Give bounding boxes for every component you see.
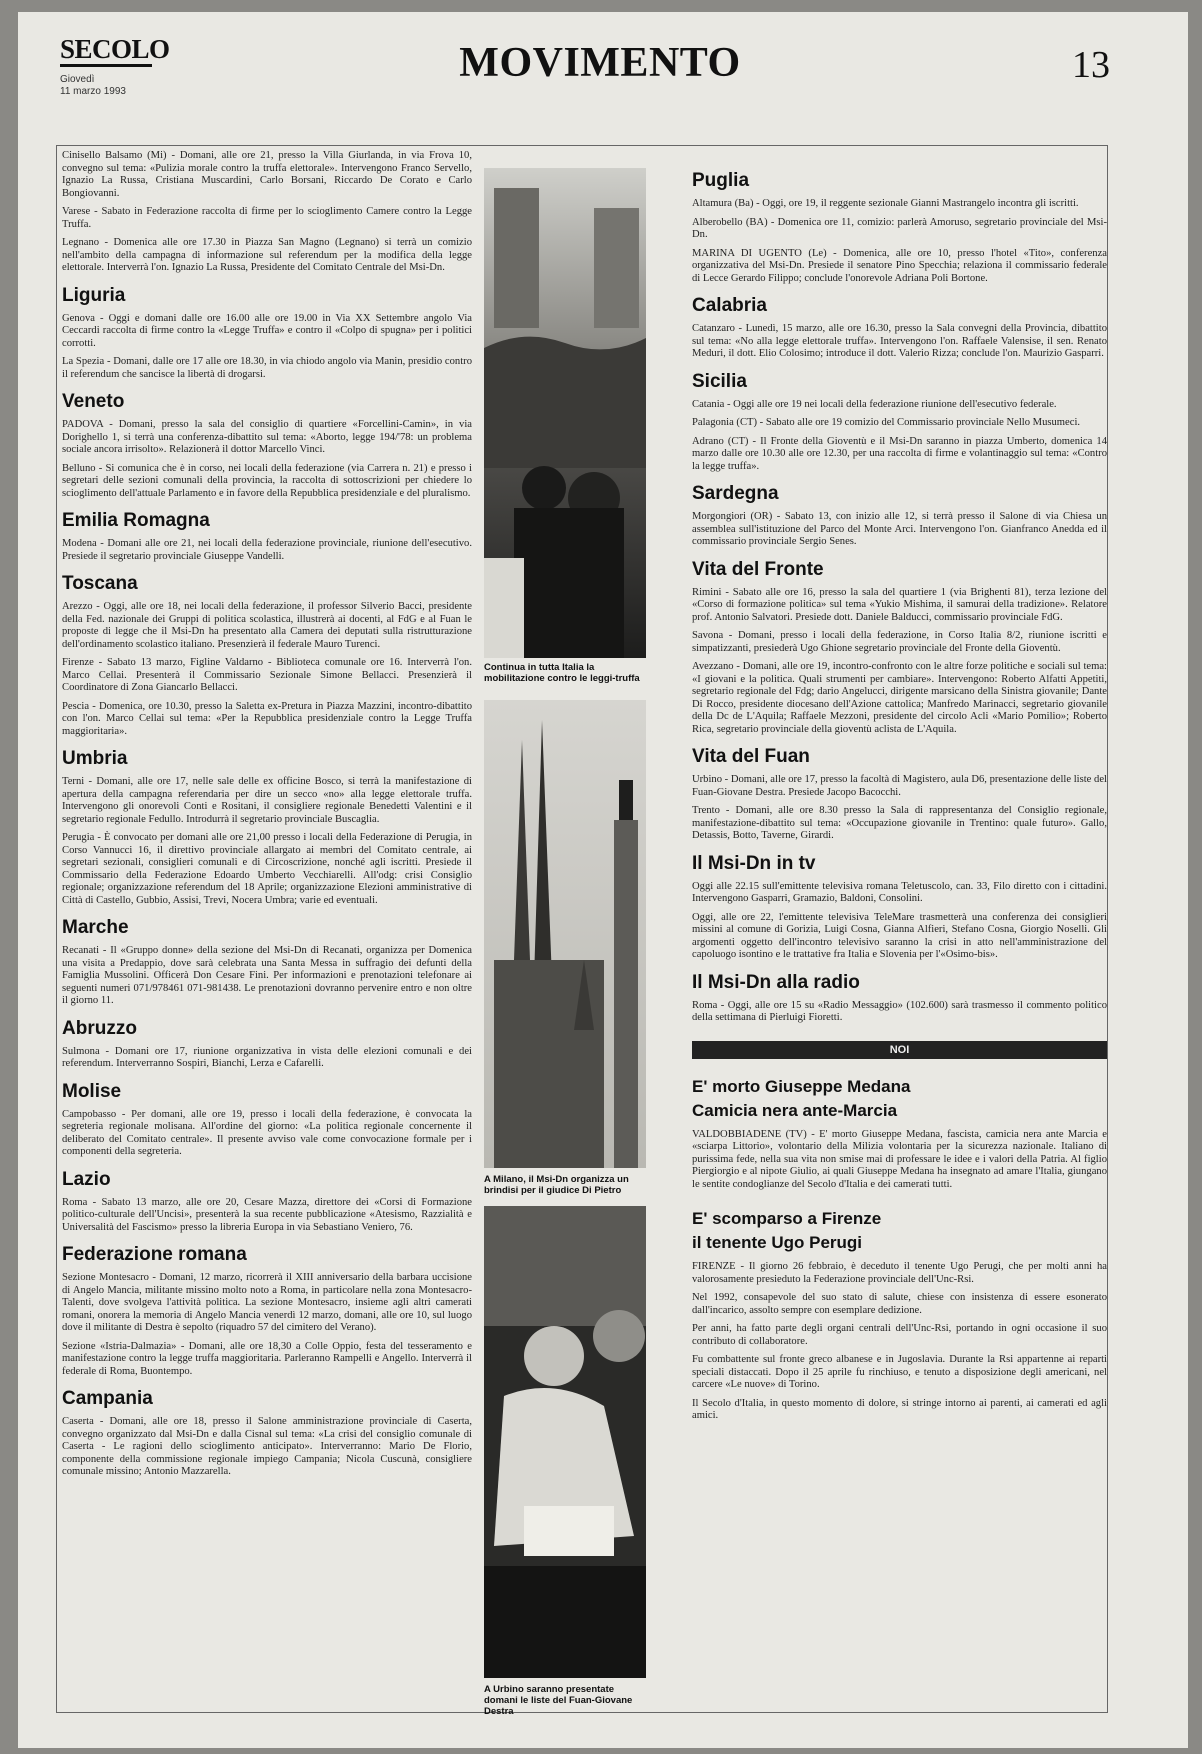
region-heading: Il Msi-Dn alla radio <box>692 971 860 993</box>
obituary-title-line: E' morto Giuseppe Medana <box>692 1076 911 1096</box>
photo-crowd-rally <box>484 168 646 658</box>
region-heading: Marche <box>62 917 129 938</box>
section-marche <box>62 917 472 1008</box>
announcement: Trento - Domani, alle ore 8.30 presso la Sala di rappresentanza del Consiglio regionale, manifestazione-dibattito sul tema: «Occupazione giovanile in Trentino: quale futuro». Gallo, Detassis, Botto, Taverne, Girardi. <box>692 805 1107 841</box>
announcement: MARINA DI UGENTO (Le) - Domenica, alle ore 10, presso l'hotel «Tito», conferenza organizzativa del Msi-Dn. Presiede il senatore Pino Specchia; relaziona il commissario federale di Lecce Gerardo Filippo; conclude l'onorevole Adriana Poli Bortone. <box>692 247 1107 284</box>
section-vita-del-fuan <box>692 746 1107 843</box>
masthead-date-label: 11 marzo 1993 <box>60 86 126 97</box>
obituary-title-line: Camicia nera ante-Marcia <box>692 1100 898 1120</box>
region-heading: Vita del Fuan <box>692 746 810 767</box>
announcement: Terni - Domani, alle ore 17, nelle sale delle ex officine Bosco, si terrà la manifestazione di apertura della campagna referendaria per dire un secco «no» alla legge elettorale truffa. Intervengono gli onorevoli Conti e Rositani, il consigliere regionale Benedetti Valentini e il segretario regionale Fedullo. Introdurrà il segretario provinciale Buscaglia. <box>62 776 472 825</box>
region-heading: Liguria <box>62 284 126 306</box>
section-abruzzo <box>62 1018 472 1071</box>
announcement: Altamura (Ba) - Oggi, ore 19, il reggente sezionale Gianni Mastrangelo incontra gli iscritti. <box>692 198 1079 209</box>
region-heading: Sardegna <box>692 483 779 504</box>
obituary-title <box>692 1075 1107 1123</box>
announcement: Roma - Sabato 13 marzo, alle ore 20, Cesare Mazza, direttore dei «Corsi di Formazione politico-culturale dell'Uncisi», presenterà la sua recente pubblicazione «Atesismo, Razzialità e Universalità del Fascismo» presso la libreria Europa in via Sebastiano Veniero, 76. <box>62 1196 472 1233</box>
announcement: Rimini - Sabato alle ore 16, presso la sala del quartiere 1 (via Brighenti 81), terza lezione del «Corso di formazione politica» sul tema «Yukio Mishima, il samurai della tradizione». Relatore prof. Antonio Salvatori. Presiede dott. Daniele Balducci, commissario provinciale FdG. <box>692 586 1107 623</box>
region-heading: Toscana <box>62 573 138 594</box>
region-heading: Calabria <box>692 295 767 316</box>
section-emilia-romagna <box>62 510 472 563</box>
region-heading: Abruzzo <box>62 1017 137 1039</box>
announcement: Palagonia (CT) - Sabato alle ore 19 comizio del Commissario provinciale Nello Musumeci. <box>692 417 1081 428</box>
section-msi-radio <box>692 972 1107 1025</box>
announcement: Adrano (CT) - Il Fronte della Gioventù e il Msi-Dn saranno in piazza Umberto, domenica 14 marzo dalle ore 10.30 alle ore 12.30, per una raccolta di firme e volantinaggio sul tema: «Contro la legge truffa». <box>692 435 1107 472</box>
obituary-title-line: E' scomparso a Firenze <box>692 1209 882 1228</box>
section-calabria <box>692 295 1107 361</box>
announcement: Oggi alle 22.15 sull'emittente televisiva romana Teletuscolo, can. 33, Filo diretto con i cittadini. Intervengono Gasparri, Gramazio, Baldoni, Consolini. <box>692 880 1107 904</box>
photo-students-reading <box>484 1206 646 1678</box>
announcement: Savona - Domani, presso i locali della federazione, in Corso Italia 8/2, riunione iscritti e simpatizzanti, presiederà Ugo Ghione segretario provinciale del Fronte della Gioventù. <box>692 630 1107 654</box>
photo-caption: A Urbino saranno presentate domani le liste del Fuan-Giovane Destra <box>484 1684 633 1717</box>
masthead-logo: SECOLO <box>60 34 170 64</box>
announcement: Legnano - Domenica alle ore 17.30 in Piazza San Magno (Legnano) si terrà un comizio nell'ambito della campagna di informazione sul referendum per la modifica della legge elettorale. Interverrà l'on. Ignazio La Russa, Presidente del Comitato Centrale del Msi-Dn. <box>62 237 472 273</box>
left-column <box>62 150 472 1485</box>
section-campania <box>62 1388 472 1479</box>
obituary-text: Fu combattente sul fronte greco albanese e in Jugoslavia. Durante la Rsi appartenne ai reparti speciali distaccati. Dopo il 25 aprile fu rinchiuso, e tenuto a disposizione degli americani, nel carcere «Le nuove» di Torino. <box>692 1354 1107 1390</box>
obituary-title-line: il tenente Ugo Perugi <box>692 1233 863 1252</box>
region-heading: Emilia Romagna <box>62 510 210 531</box>
photo-students-reading-image <box>484 1206 646 1678</box>
obituary-text: VALDOBBIADENE (TV) - E' morto Giuseppe Medana, fascista, camicia nera ante Marcia e «sciarpa Littorio», volontario della Milizia volontaria per la sicurezza nazionale. Italiano di purissima fede, nella sua vita non smise mai di professare le idee e i valori della Patria. Al figlio Piergiorgio e al nipote Giulio, ai quali Giuseppe Medana ha insegnato ad amare l'Italia, giungano le sentite condoglianze del Secolo d'Italia e dei camerati tutti. <box>692 1128 1107 1190</box>
section-vita-del-fronte <box>692 559 1107 737</box>
obituary-text: Il Secolo d'Italia, in questo momento di dolore, si stringe intorno ai parenti, ai camerati ed agli amici. <box>692 1397 1107 1421</box>
right-column <box>692 160 1107 1429</box>
masthead-day-label: Giovedì <box>60 74 95 85</box>
announcement: Sezione Montesacro - Domani, 12 marzo, ricorrerà il XIII anniversario della barbara uccisione di Angelo Mancia, militante missino molto noto a Roma, in particolare nella zona Montesacro-Talenti, dove svolgeva l'attività politica. La sezione Montesacro, insieme agli altri camerati romani, onorera la memoria di Angelo Mancia venerdì 12 marzo, domani, alle ore 10, sul luogo dove il militante di Destra è sepolto (riquadro 57 del cimitero del Verano). <box>62 1272 472 1333</box>
region-heading: Il Msi-Dn in tv <box>692 852 816 874</box>
section-puglia <box>692 170 1107 285</box>
photo-caption: Continua in tutta Italia la mobilitazione contro le leggi-truffa <box>484 662 640 684</box>
region-heading: Puglia <box>692 170 750 191</box>
region-heading: Lazio <box>62 1168 111 1190</box>
announcement: Catanzaro - Lunedì, 15 marzo, alle ore 16.30, presso la Sala convegni della Provincia, dibattito sul tema: «No alla legge elettorale truffa». Intervengono l'on. Raffaele Valensise, il sen. Renato Meduri, il dott. Elio Colosimo; introduce il dott. Valerio Rizza; conclude l'on. Maurizio Gasparri. <box>692 323 1107 359</box>
photo-milan-cathedral <box>484 700 646 1168</box>
announcement: Urbino - Domani, alle ore 17, presso la facoltà di Magistero, aula D6, presentazione delle liste del Fuan-Giovane Destra. Presiede Jacopo Bacocchi. <box>692 774 1107 798</box>
announcement: La Spezia - Domani, dalle ore 17 alle ore 18.30, in via chiodo angolo via Manin, presidio contro il referendum che sancisce la libertà di drogarsi. <box>62 356 472 380</box>
obituary-text: Nel 1992, consapevole del suo stato di salute, chiese con insistenza di essere esonerato dall'incarico, assolto sempre con esemplare dedizione. <box>692 1292 1107 1316</box>
noi-bar: NOI <box>692 1041 1107 1059</box>
obituary-perugi <box>692 1207 1107 1423</box>
announcement: Modena - Domani alle ore 21, nei locali della federazione provinciale, riunione dell'esecutivo. Presiede il segretario provinciale Giuseppe Vandelli. <box>62 538 472 562</box>
region-heading: Molise <box>62 1080 122 1102</box>
section-veneto <box>62 391 472 500</box>
announcement: Alberobello (BA) - Domenica ore 11, comizio: parlerà Amoruso, segretario provinciale del Msi-Dn. <box>692 216 1107 240</box>
announcement: Pescia - Domenica, ore 10.30, presso la Saletta ex-Pretura in Piazza Mazzini, incontro-dibattito con l'on. Marco Cellai sul tema: «Per la Repubblica presidenziale contro la Legge Truffa maggioritaria». <box>62 700 472 737</box>
announcement: Recanati - Il «Gruppo donne» della sezione del Msi-Dn di Recanati, organizza per Domenica una visita a Predappio, dove sarà celebrata una Santa Messa in suffragio dei defunti della Famiglia Mussolini. Officerà Don Cesare Fini. Per informazioni e prenotazioni telefonare ai seguenti numeri 071/978461 071-981438. Le prenotazioni dovranno pervenire entro e non oltre il giorno 11. <box>62 945 472 1006</box>
obituary-text: Per anni, ha fatto parte degli organi centrali dell'Unc-Rsi, portando in ogni occasione il suo contributo di collaboratore. <box>692 1323 1107 1347</box>
section-sicilia <box>692 371 1107 474</box>
announcement: Oggi, alle ore 22, l'emittente televisiva TeleMare trasmetterà una conferenza dei consiglieri missini al comune di Gorizia, Luigi Cosna, Gianna Alfieri, Stefano Cosna, Giorgio Noselli. Gli argomenti oggetto dell'incontro televisivo saranno la crisi in atto nell'amministrazione del capoluogo isontino e le trattative fra Italia e Slovenia per l'«Osimo-bis». <box>692 911 1107 960</box>
announcement: Sulmona - Domani ore 17, riunione organizzativa in vista delle elezioni comunali e dei referendum. Interverranno Sospiri, Bianchi, Lerza e Cafarelli. <box>62 1045 472 1069</box>
masthead-rule <box>60 64 152 67</box>
masthead-date <box>60 74 126 98</box>
region-heading: Campania <box>62 1388 153 1409</box>
section-lombardia <box>62 150 472 275</box>
photo-milan-cathedral-image <box>484 700 646 1168</box>
section-title: MOVIMENTO <box>459 40 741 86</box>
announcement: Belluno - Si comunica che è in corso, nei locali della federazione (via Carrera n. 21) e presso i segretari delle sezioni comunali della provincia, la raccolta di sottoscrizioni per chiedere lo scioglimento dell'attuale Parlamento e in favore della Repubblica presidenziale e del pluralismo. <box>62 462 472 499</box>
photo-crowd-rally-image <box>484 168 646 658</box>
section-toscana <box>62 573 472 738</box>
obituary-title <box>692 1207 1107 1255</box>
announcement: Caserta - Domani, alle ore 18, presso il Salone amministrazione provinciale di Caserta, convegno organizzato dal Msi-Dn e dalla Cisnal sul tema: «La crisi del consiglio comunale di Caserta - Le ragioni dello scioglimento anticipato». Interverranno: Mario De Florio, componente della commissione regionale impiego Campania; Nicola Cuscunà, consigliere comunale missino; Antonio Mazzarella. <box>62 1416 472 1477</box>
obituary-medana <box>692 1075 1107 1192</box>
announcement: PADOVA - Domani, presso la sala del consiglio di quartiere «Forcellini-Camin», in via Dorighello 1, si terrà una conferenza-dibattito sul tema: «Aborto, legge 194/'78: un problema sociale ancora irrisolto». Relazionerà il dottor Marcello Vinci. <box>62 419 472 455</box>
section-umbria <box>62 748 472 907</box>
section-liguria <box>62 285 472 382</box>
section-lazio <box>62 1169 472 1235</box>
announcement: Genova - Oggi e domani dalle ore 16.00 alle ore 19.00 in Via XX Settembre angolo Via Ceccardi raccolta di firme contro la «Legge Truffa» e contro il «Colpo di spugna» per i politici corrotti. <box>62 312 472 349</box>
announcement: Cinisello Balsamo (Mi) - Domani, alle ore 21, presso la Villa Giurlanda, in via Frova 10, convegno sul tema: «Pulizia morale contro la truffa elettorale». Intervengono Franco Servello, Ignazio La Russa, Cristiana Muscardini, Carlo Borsani, Riccardo De Corato e Carlo Bongiovanni. <box>62 150 472 199</box>
region-heading: Vita del Fronte <box>692 558 824 580</box>
region-heading: Federazione romana <box>62 1244 247 1265</box>
announcement: Sezione «Istria-Dalmazia» - Domani, alle ore 18,30 a Colle Oppio, festa del tesseramento e manifestazione contro la legge truffa maggioritaria. Parleranno Rampelli e Angello. Interverrà il federale di Roma, Buontempo. <box>62 1340 472 1377</box>
section-federazione-romana <box>62 1244 472 1378</box>
section-molise <box>62 1081 472 1159</box>
announcement: Morgongiori (OR) - Sabato 13, con inizio alle 12, si terrà presso il Salone di via Chiesa un assemblea sull'istituzione del Parco del Monte Arci. Intervengono l'on. Gianfranco Anedda ed il commissario provinciale Sergio Senes. <box>692 511 1107 547</box>
announcement: Campobasso - Per domani, alle ore 19, presso i locali della federazione, è convocata la segreteria regionale molisana. All'ordine del giorno: «La politica regionale concernente il deliberato del Comitato centrale». Il presente avviso vale come convocazione formale per i componenti della segreteria. <box>62 1108 472 1157</box>
region-heading: Umbria <box>62 748 128 769</box>
announcement: Perugia - È convocato per domani alle ore 21,00 presso i locali della Federazione di Perugia, in Corso Vannucci 16, il direttivo provinciale allargato ai membri del Comitato centrale, ai segretari sezionali, consiglieri comunali e di Circoscrizione, nonché agli iscritti. Presiede il Commissario della Federazione Edoardo Umberto Vecchiarelli. All'odg: crisi Consiglio regionale; organizzazione referendum del 18 Aprile; organizzazione Elezioni amministrative di Città di Castello, Gubbio, Assisi, Trevi, Nocera Umbra; varie ed eventuali. <box>62 832 472 906</box>
announcement: Avezzano - Domani, alle ore 19, incontro-confronto con le altre forze politiche e sociali sul tema: «I giovani e la politica. Quali strumenti per cambiare». Intervengono: Roberto Alfatti Appetiti, segretario regionale del Fdg; dario Angelucci, dirigente marsicano della Sinistra giovanile; Dante Di Rocco, presidente diocesano dell'Azione cattolica; Manfredo Marinacci, segretario giovanile della Dc de L'Aquila; Raffaele Mezzoni, presidente del circolo Acli «Mario Pomilio»; Roberto Rica, segretario provinciale della gioventù aclista de L'Aquila. <box>692 661 1107 735</box>
obituary-text: FIRENZE - Il giorno 26 febbraio, è deceduto il tenente Ugo Perugi, che per molti anni ha valorosamente presieduto la Federazione provinciale dell'Unc-Rsi. <box>692 1261 1107 1285</box>
announcement: Firenze - Sabato 13 marzo, Figline Valdarno - Biblioteca comunale ore 16. Interverrà l'on. Marco Cellai. Presenterà il Commissario Sezionale Simone Bellacci. Presenzierà il Coordinatore di Zona Giancarlo Bellacci. <box>62 657 472 693</box>
announcement: Roma - Oggi, alle ore 15 su «Radio Messaggio» (102.600) sarà trasmesso il commento politico della settimana di Pierluigi Fioretti. <box>692 999 1107 1023</box>
section-msi-tv <box>692 853 1107 962</box>
photo-caption: A Milano, il Msi-Dn organizza un brindisi per il giudice Di Pietro <box>484 1174 629 1196</box>
page-number: 13 <box>1072 44 1110 86</box>
section-sardegna <box>692 483 1107 549</box>
announcement: Arezzo - Oggi, alle ore 18, nei locali della federazione, il professor Silverio Bacci, presidente della Fed. nazionale dei Gruppi di politica scolastica, illustrerà ai docenti, al FdG e al Fuan le proposte di legge che il Msi-Dn ha presentato alla Camera dei deputati sulla ristrutturazione dell'ordinamento scolastico italiano. Presenzierà il federale Mauro Turenci. <box>62 601 472 650</box>
announcement: Varese - Sabato in Federazione raccolta di firme per lo scioglimento Camere contro la Legge Truffa. <box>62 206 472 230</box>
region-heading: Veneto <box>62 391 125 412</box>
region-heading: Sicilia <box>692 370 747 392</box>
announcement: Catania - Oggi alle ore 19 nei locali della federazione riunione dell'esecutivo federale. <box>692 398 1057 410</box>
